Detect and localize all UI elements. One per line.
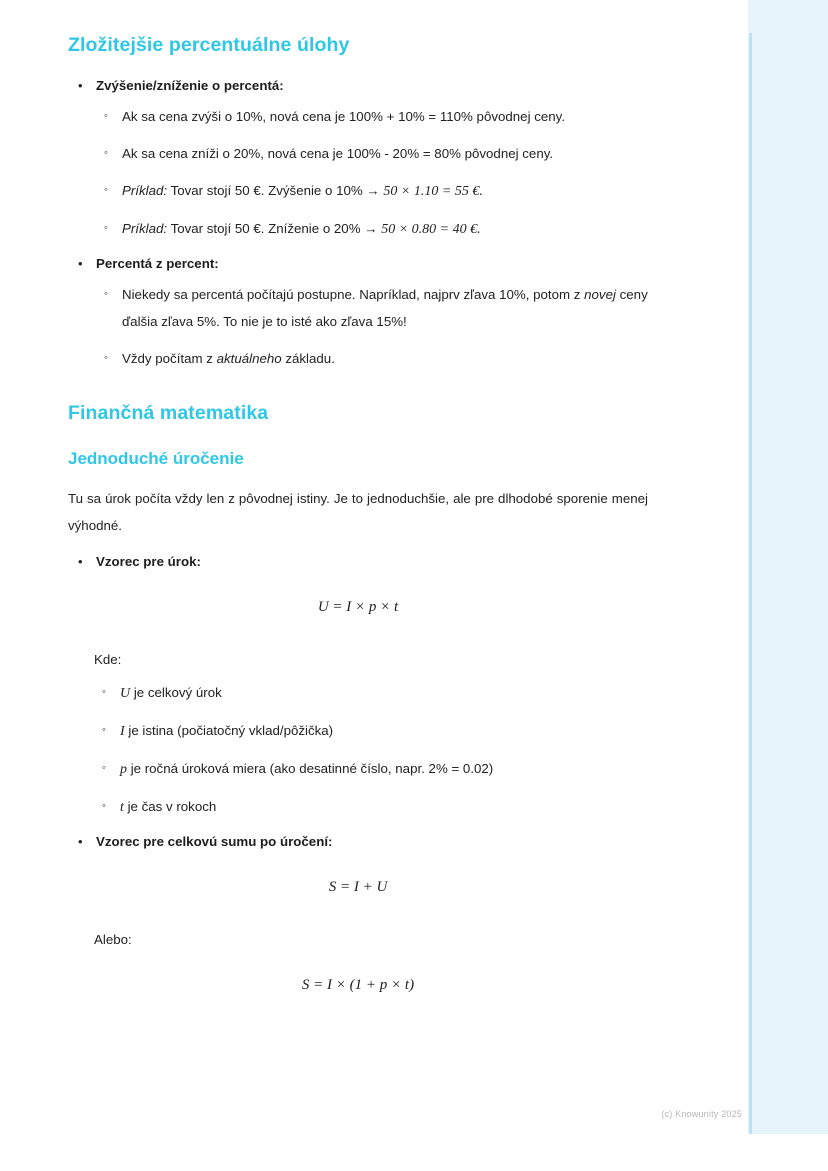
alebo-label: Alebo:	[94, 932, 132, 947]
list-item	[68, 75, 648, 243]
sub-item-emphasis: novej	[584, 287, 616, 302]
symbol-description: je čas v rokoch	[123, 799, 217, 814]
list-item	[68, 831, 648, 853]
bullet-icon: •	[78, 256, 83, 271]
sub-item-text: Tovar stojí 50 €. Zníženie o 20% →	[170, 221, 378, 236]
sub-bullet-icon: ◦	[104, 184, 108, 196]
symbol: I	[120, 724, 125, 739]
sum-formula-alt: S = I × (1 + p × t)	[301, 977, 415, 993]
list-item	[96, 140, 648, 167]
sub-bullet-icon: ◦	[102, 762, 106, 774]
page-margin-rule	[749, 33, 752, 1134]
sub-bullet-icon: ◦	[102, 724, 106, 736]
sub-bullet-icon: ◦	[104, 147, 108, 159]
list-item-heading: Percentá z percent:	[96, 256, 219, 271]
list-item	[94, 755, 648, 783]
sub-item-emphasis: aktuálneho	[216, 351, 282, 366]
list-item	[96, 345, 648, 372]
inline-formula: 50 × 1.10 = 55 €.	[383, 184, 483, 199]
bullet-icon: •	[78, 834, 83, 849]
list-item-heading: Zvýšenie/zníženie o percentá:	[96, 78, 284, 93]
sub-bullet-icon: ◦	[102, 686, 106, 698]
symbol-description: je istina (počiatočný vklad/pôžička)	[124, 723, 334, 738]
interest-formula-heading: Vzorec pre úrok:	[96, 554, 201, 569]
sub-bullet-icon: ◦	[104, 288, 108, 300]
finance-title: Finančná matematika	[68, 402, 269, 424]
bullet-icon: •	[78, 554, 83, 569]
sub-item-text-post: základu.	[281, 351, 335, 366]
sub-bullet-icon: ◦	[104, 110, 108, 122]
bullet-icon: •	[78, 78, 83, 93]
list-item	[68, 551, 648, 573]
inline-formula: 50 × 0.80 = 40 €.	[381, 222, 481, 237]
list-item	[94, 793, 648, 821]
copyright-footer: (c) Knowunity 2025	[661, 1109, 742, 1119]
sub-bullet-icon: ◦	[104, 352, 108, 364]
symbol: p	[120, 762, 127, 777]
formula-list	[68, 551, 648, 573]
symbol-description: je ročná úroková miera (ako desatinné číslo, napr. 2% = 0.02)	[127, 761, 494, 776]
sub-item-text-post: ceny ďalšia zľava 5%. To nie je to isté ako zľava 15%!	[122, 287, 648, 329]
definitions-list	[94, 679, 648, 821]
sub-item-text: Ak sa cena zníži o 20%, nová cena je 100% - 20% = 80% pôvodnej ceny.	[122, 146, 554, 161]
list-item	[96, 215, 648, 243]
simple-interest-intro: Tu sa úrok počíta vždy len z pôvodnej istiny. Je to jednoduchšie, ale pre dlhodobé sporenie menej výhodné.	[68, 491, 648, 533]
list-item	[94, 679, 648, 707]
sub-list	[96, 103, 648, 243]
list-item	[96, 281, 648, 335]
sub-bullet-icon: ◦	[102, 800, 106, 812]
symbol-description: je celkový úrok	[130, 685, 222, 700]
document-content	[68, 34, 648, 1024]
page-margin-strip	[748, 0, 828, 1134]
example-label: Príklad:	[122, 221, 168, 236]
simple-interest-subtitle: Jednoduché úročenie	[68, 449, 244, 468]
symbol: t	[120, 800, 124, 815]
sub-item-text-pre: Niekedy sa percentá počítajú postupne. Napríklad, najprv zľava 10%, potom z	[122, 287, 585, 302]
sub-list	[96, 281, 648, 372]
kde-label: Kde:	[94, 652, 122, 667]
sub-item-text: Tovar stojí 50 €. Zvýšenie o 10% →	[170, 183, 380, 198]
page-title: Zložitejšie percentuálne úlohy	[68, 34, 350, 56]
sum-formula-heading: Vzorec pre celkovú sumu po úročení:	[96, 834, 333, 849]
sub-item-text: Ak sa cena zvýši o 10%, nová cena je 100% + 10% = 110% pôvodnej ceny.	[122, 109, 566, 124]
sum-formula-list	[68, 831, 648, 853]
sum-formula: S = I + U	[328, 879, 388, 895]
symbol: U	[120, 686, 131, 701]
interest-formula: U = I × p × t	[317, 599, 399, 615]
list-item	[94, 717, 648, 745]
sub-item-text-pre: Vždy počítam z	[122, 351, 217, 366]
example-label: Príklad:	[122, 183, 168, 198]
list-item	[96, 177, 648, 205]
list-item	[68, 253, 648, 372]
list-item	[96, 103, 648, 130]
percent-topics-list	[68, 75, 648, 372]
sub-bullet-icon: ◦	[104, 222, 108, 234]
